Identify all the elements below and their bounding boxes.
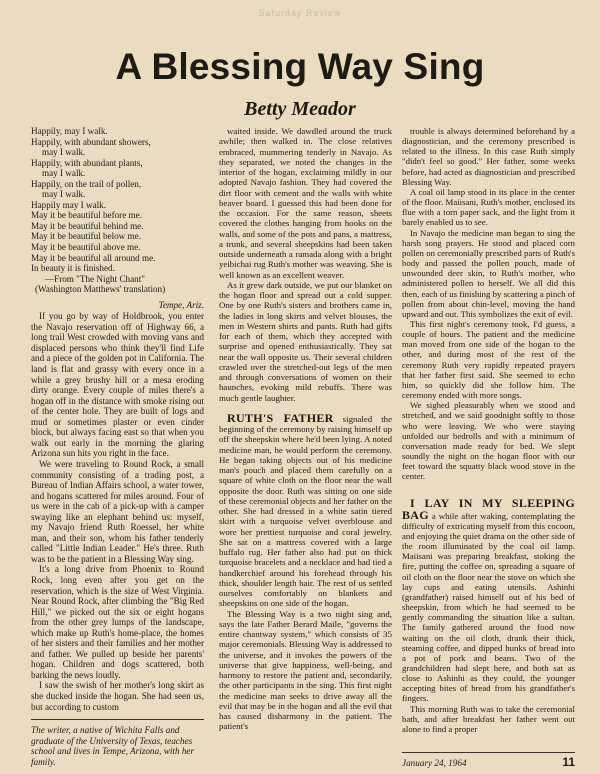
body-paragraph: It's a long drive from Phoenix to Round Rock, long even after you get on the reservation, which is the size of West Virginia. Near Round Rock, after climbing the "Big Red Hill," we picked out the six or eight hogans from the other grey lumps of the landscape, which make up Ruth's home-place, the homes of her sisters and their families and her mother and father. We pulled up beside her parents' hogan. Children and dogs scattered, both barking the news loudly. [31,564,204,680]
column-2 [219,126,392,742]
column-3 [402,126,575,742]
bio-divider [31,719,204,720]
body-paragraph: waited inside. We dawdled around the truck awhile; then walked in. The close relatives embraced, mummering tenderly in Navajo. As they separated, we noted the changes in the interior of the hogan, exclaiming mildly in our adopted Navajo fashion. They had covered the dirt floor with cement and the walls with white beaver board. I guessed this had been done for the occasion. For the same reason, sheets covered the clothes hanging from hooks on the walls, and some of the pots and pans, a mattress, a trunk, and several sheepskins had been taken outside underneath a ramada along with a bright yeibichai rug Ruth's mother was weaving. She is well known as an excellent weaver. [219,126,392,280]
poem-line: Happily, with abundant plants, [31,157,143,168]
poem-line: May it be beautiful all around me. [31,252,156,263]
page-footer [402,752,575,769]
poem-line: may I walk. [42,168,86,179]
body-paragraph: If you go by way of Holdbrook, you enter the Navajo reservation off of Highway 66, a long trail West crowded with moving vans and displaced persons who think they'll find Life and a piece of the golden pot in California. The land is flat and grassy with every once in a while a grey brushy hill or a mesa eroding dirty orange. Every couple of miles there's a hogan off in the distance with smoke rising out of the center hole. They are built of logs and mud or sometimes plaster or even cinder block, but always facing east so that when you walk out early in the morning the glaring Arizona sun hits you right in the face. [31,311,204,459]
body-paragraph: The Blessing Way is a two night sing and, says the late Father Berard Maile, "governs the entire chantway system," which consists of 35 major ceremonials. Blessing Way is addressed to the universe, and it invokes the powers of the universe that give happiness, well-being, and harmony to restore the patient and, secondarily, the other participants in the sing. This first night the medicine man seeks to drive away all the evil that may be in the hogan and all the evil that has caused disharmony in the patient. The patient's [219,608,392,732]
bleed-through-header: Saturday Review [258,8,342,18]
poem-line: May it be beautiful before me. [31,210,142,221]
poem-line: In beauty it is finished. [31,263,115,274]
poem-line: Happily, on the trail of pollen, [31,178,142,189]
body-paragraph: This first night's ceremony took, I'd guess, a couple of hours. The patient and the medicine man moved from one side of the hogan to the other, and during most of the rest of the ceremony Ruth very rapidly repeated prayers that her father first said. She seemed to echo him, so quickly did she follow him. The ceremony ended with more songs. [402,318,575,401]
epigraph-poem [31,126,204,295]
poem-line: may I walk. [42,189,86,200]
section-text: signaled the beginning of the ceremony by raising himself up off the sheepskin where he'd been lying. A noted medicine man, he would perform the ceremony. He began taking objects out of his medicine man's pouch and placed them carefully on a square of white cloth on the floor near the wall opposite the door. Ruth was sitting on one side of these ceremonial objects and her father on the other. She had dressed in a white satin tiered skirt with a turquoise velvet overblouse and wore her prettiest turquoise and coral jewelry. She sat on a mattress covered with a large buffalo rug. Her father also had put on thick turquoise bracelets and a necklace and had tied a handkerchief around his forehead through his thick, shoulder length hair. The rest of us settled ourselves comfortably on blankets and sheepskins on one side of the hogan. [219,413,392,609]
section-dropcap: RUTH'S FATHER [227,410,334,425]
author-bio: The writer, a native of Wichita Falls and graduate of the University of Texas, teaches school and lives in Tempe, Arizona, with her family. [31,725,195,767]
article-title: A Blessing Way Sing [115,46,485,87]
poem-line: Happily, with abundant showers, [31,136,151,147]
section-paragraph [402,498,575,703]
page-number: 11 [562,755,575,769]
poem-line: Happily may I walk. [31,199,107,210]
poem-line: May it be beautiful above me. [31,242,141,253]
dateline-place: Tempe, Ariz. [158,299,204,310]
body-paragraph: We sighed pleasurably when we stood and stretched, and we said goodnight softly to those who were leaving. We who were staying unfolded our bedrolls and with a minimum of conversation made ready for bed. We slept soundly the night on the hogan floor with our feet toward the squatty black wood stove in the center. [402,400,575,482]
body-paragraph: As it grew dark outside, we put our blanket on the hogan floor and spread out a cold supper. One by one Ruth's sisters and brothers came in, the ladies in long skirts and velvet blouses, the men in Western shirts and pants. Ruth had gifts for each of them, which they accepted with surprise and opened enthusiastically. They sat near the wall opposite us. Their several children crawled over the stretched-out legs of the men and through conversations of women on their haunches, evoking mild rebuffs. There was much gentle laughter. [219,279,392,403]
column-1 [31,126,204,716]
poem-source: —From "The Night Chant" [45,273,145,284]
section-paragraph [219,410,392,609]
poem-line: May it be beautiful behind me. [31,220,144,231]
poem-line: May it be beautiful below me. [31,231,141,242]
poem-translator: (Washington Matthews' translation) [35,284,166,295]
body-paragraph: We were traveling to Round Rock, a small community consisting of a trading post, a Bureau of Indian Affairs school, a water tower, and hogans scattered for miles around. Four of us were in the cab of a pick-up with a camper swaying like an elephant behind us: myself, my Navajo friend Ruth Roessel, her white man, and their son, whom his father tenderly called "Little Indian Leader." He's three. Ruth was to be the patient in a Blessing Way sing. [31,458,204,564]
body-paragraph: I saw the swish of her mother's long skirt as she ducked inside the hogan. She had seen us, but according to custom [31,680,204,712]
body-paragraph: In Navajo the medicine man began to sing the harsh song prayers. He stood and placed corn pollen on ceremonially prescribed parts of Ruth's body and passed the pollen pouch, made of unwounded deer skin, to Ruth's mother, who administered pollen to herself. We all did this then, each of us finishing by scattering a pinch of pollen from about chin-level, moving the hand upward and out. This symbolizes the exit of evil. [402,227,575,319]
body-paragraph: A coal oil lamp stood in its place in the center of the floor. Maiisani, Ruth's mother, enclosed its flue with a torn paper sack, and the light from it barely enabled us to see. [402,186,575,228]
issue-date: January 24, 1964 [402,758,467,768]
body-paragraph: This morning Ruth was to take the ceremonial bath, and after breakfast her father went out alone to find a proper [402,703,575,734]
poem-line: may I walk. [42,147,86,158]
section-text: a while after waking, contemplating the difficulty of extricating myself from this cocoon, and enjoying the quiet drama on the other side of the room illuminated by the coal oil lamp. Maiisani was preparing breakfast, stoking the fire, putting the coffee on, spreading a square of oil cloth on the floor near the stove on which she lay cups and eating utensils. Ashinhi (grandfather) raised himself out of his bed of sheepskin, from which he had seemed to be gently commanding the situation like a sultan. The family gathered around the food now waiting on the oil cloth, drank their thick, steaming coffee, and dipped hunks of bread into a pot of pork and beans. Two of the grandchildren had slept here, and both sat as close to Ashinhi as they could, the younger accepting bites of bread from his grandfather's fingers. [402,510,575,704]
body-paragraph: trouble is always determined beforehand by a diagnostician, and the ceremony prescribed is related to the illness. In this case Ruth simply "didn't feel so good." Her father, some weeks before, had acted as diagnostician and prescribed Blessing Way. [402,126,575,187]
section-dropcap: I LAY IN MY SLEEPING BAG [402,496,575,522]
poem-line: Happily, may I walk. [31,126,108,136]
author-byline: Betty Meador [244,98,356,120]
